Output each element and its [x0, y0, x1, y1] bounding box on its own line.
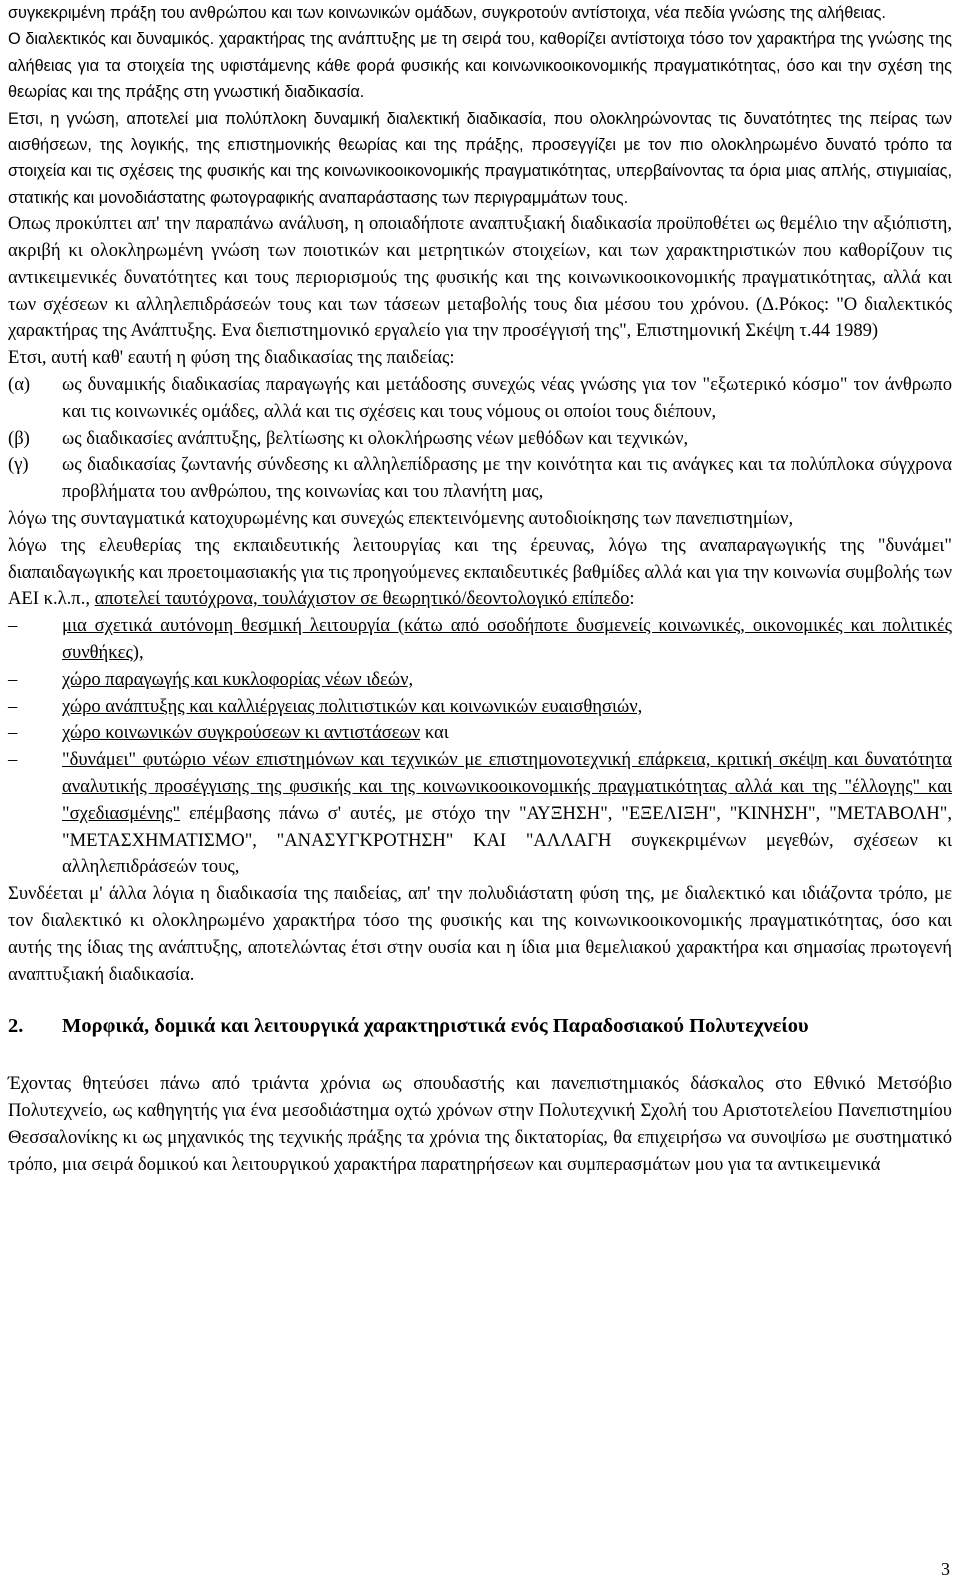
- underlined-run: αποτελεί ταυτόχρονα, τουλάχιστον σε θεωρητικό/δεοντολογικό επίπεδο: [94, 588, 630, 610]
- item-text: [62, 694, 952, 721]
- lettered-item: [8, 452, 952, 506]
- item-marker: (γ): [8, 454, 29, 476]
- text-run: λόγω της ελευθερίας της εκπαιδευτικής λειτουργίας και της έρευνας, λόγω της αναπαραγωγικής της "δυνάμει" διαπαιδαγωγικής και προετοιμασιακής για τις προηγούμενες εκπαιδευτικές βαθμίδες αλλά και για την κοινωνία συμβολής των ΑΕΙ κ.λ.π.,: [8, 534, 952, 610]
- dash-marker: –: [8, 749, 18, 771]
- underlined-run: χώρο ανάπτυξης και καλλιέργειας πολιτιστικών και κοινωνικών ευαισθησιών,: [62, 695, 643, 717]
- dash-marker: –: [8, 722, 18, 744]
- dash-marker: –: [8, 695, 18, 717]
- dash-item: [8, 720, 952, 747]
- section-number: 2.: [8, 1015, 24, 1038]
- item-text: [62, 720, 952, 747]
- dash-item: [8, 613, 952, 667]
- item-text: ως δυναμικής διαδικασίας παραγωγής και μετάδοσης συνεχώς νέας γνώσης για τον "εξωτερικό κόσμο" τον άνθρωπο και τις κοινωνικές ομάδες, αλλά και τις σχέσεις και τους νόμους οι οποίοι τους διέπουν,: [62, 374, 952, 422]
- paragraph: Συνδέεται μ' άλλα λόγια η διαδικασία της παιδείας, απ' την πολυδιάστατη φύση της, με διαλεκτικό και ιδιάζοντα τρόπο, με τον διαλεκτικό κι ολοκληρωμένο χαρακτήρα τόσο της φυσικής και της κοινωνικοοικονομικής πραγματικότητας, όσο και αυτής της ίδιας της ανάπτυξης, αποτελώντας έτσι στην ουσία και η ίδια μια θεμελιακού χαρακτήρα και σημασίας πρωτογενή αναπτυξιακή διαδικασία.: [8, 883, 952, 985]
- dash-marker: –: [8, 615, 18, 637]
- lettered-item: [8, 426, 952, 453]
- paragraph: λόγω της συνταγματικά κατοχυρωμένης και συνεχώς επεκτεινόμενης αυτοδιοίκησης των πανεπιστημίων,: [8, 508, 794, 530]
- dash-marker: –: [8, 668, 18, 690]
- item-text: [62, 747, 952, 881]
- closing-block: [8, 1071, 952, 1178]
- underlined-run: χώρο κοινωνικών συγκρούσεων κι αντιστάσεων: [62, 722, 421, 744]
- text-run: επέμβασης πάνω σ' αυτές, με στόχο την "ΑΥΞΗΣΗ", "ΕΞΕΛΙΞΗ", "ΚΙΝΗΣΗ", "ΜΕΤΑΒΟΛΗ", "ΜΕΤΑΣΧΗΜΑΤΙΣΜΟ", "ΑΝΑΣΥΓΚΡΟΤΗΣΗ" ΚΑΙ "ΑΛΛΑΓΗ συγκεκριμένων μεγεθών, σχέσεων κι αλληλεπιδράσεών τους,: [62, 802, 952, 878]
- item-text: [62, 667, 952, 694]
- underlined-run: "δυνάμει" φυτώριο νέων επιστημόνων και τεχνικών με επιστημονοτεχνική επάρκεια, κριτική σκέψη και δυνατότητα αναλυτικής προσέγγισης της φυσικής και της κοινωνικοοικονομικής πραγματικότητας αλλά και της "έλλογης" και "σχεδιασμένης": [62, 749, 952, 824]
- paragraph: [8, 533, 952, 613]
- dash-item: [8, 747, 952, 881]
- item-text: ως διαδικασίας ζωντανής σύνδεσης κι αλληλεπίδρασης με την κοινότητα και τις ανάγκες και τα πολύπλοκα σύγχρονα προβλήματα του ανθρώπου, της κοινωνίας και του πλανήτη μας,: [62, 454, 952, 503]
- item-marker: (α): [8, 374, 31, 396]
- lettered-item: [8, 372, 952, 426]
- item-text: [62, 613, 952, 667]
- paragraph: Ετσι, η γνώση, αποτελεί μια πολύπλοκη δυναμική διαλεκτική διαδικασία, που ολοκληρώνοντας τις δυνατότητες της πείρας των αισθήσεων, της λογικής, της επιστημονικής θεωρίας και της πράξης, προσεγγίζει με τον πιο ολοκληρωμένο δυνατό τρόπο τα στοιχεία και τις σχέσεις της φυσικής και της κοινωνικοοικονομικής πραγματικότητας, υπερβαίνοντας τα όρια μιας απλής, στιγμιαίας, στατικής και μονοδιάστατης φωτογραφικής αναπαράστασης των περιγραμμάτων τους.: [8, 109, 952, 207]
- item-text: ως διαδικασίες ανάπτυξης, βελτίωσης κι ολοκλήρωσης νέων μεθόδων και τεχνικών,: [62, 427, 689, 449]
- intro-block: [8, 0, 952, 211]
- text-run: και: [420, 722, 449, 744]
- paragraph: Ετσι, αυτή καθ' εαυτή η φύση της διαδικασίας της παιδείας:: [8, 347, 455, 369]
- section-title: Μορφικά, δομικά και λειτουργικά χαρακτηριστικά ενός Παραδοσιακού Πολυτεχνείου: [62, 1015, 809, 1038]
- paragraph: Έχοντας θητεύσει πάνω από τριάντα χρόνια ως σπουδαστής και πανεπιστημιακός δάσκαλος στο Εθνικό Μετσόβιο Πολυτεχνείο, ως καθηγητής για ένα μεσοδιάστημα οχτώ χρόνων στην Πολυτεχνική Σχολή του Αριστοτελείου Πανεπιστημίου Θεσσαλονίκης κι ως μηχανικός της τεχνικής πράξης τα χρόνια της δικτατορίας, θα επιχειρήσω να συνοψίσω με συστηματικό τρόπο, μια σειρά δομικού και λειτουργικού χαρακτήρα παρατηρήσεων και συμπερασμάτων μου για τα αντικειμενικά: [8, 1073, 952, 1175]
- main-block: [8, 211, 952, 988]
- paragraph: Οπως προκύπτει απ' την παραπάνω ανάλυση, η οποιαδήποτε αναπτυξιακή διαδικασία προϋποθέτει ως θεμέλιο την αξιόπιστη, ακριβή κι ολοκληρωμένη γνώση των ποιοτικών και μετρητικών στοιχείων, και των χαρακτηριστικών που καθορίζουν τις αντικειμενικές δυνατότητες και τους περιορισμούς της φυσικής και της κοινωνικοοικονομικής πραγματικότητας, αλλά και των σχέσεων κι αλληλεπιδράσεών τους και των τάσεων μεταβολής τους δια μέσου του χρόνου. (Δ.Ρόκος: "Ο διαλεκτικός χαρακτήρας της Ανάπτυξης. Ενα διεπιστημονικό εργαλείο για την προσέγγισή της", Επιστημονική Σκέψη τ.44 1989): [8, 213, 952, 342]
- paragraph: Ο διαλεκτικός και δυναμικός. χαρακτήρας της ανάπτυξης με τη σειρά του, καθορίζει αντίστοιχα τόσο τον χαρακτήρα της γνώσης της αλήθειας για τα στοιχεία της υφιστάμενης κάθε φορά φυσικής και κοινωνικοοικονομικής πραγματικότητας, όσο και την σχέση της θεωρίας και της πράξης στη γνωστική διαδικασία.: [8, 30, 952, 102]
- document-page: [8, 0, 952, 1179]
- underlined-run: χώρο παραγωγής και κυκλοφορίας νέων ιδεών,: [62, 668, 414, 690]
- paragraph: συγκεκριμένη πράξη του ανθρώπου και των κοινωνικών ομάδων, συγκροτούν αντίστοιχα, νέα πεδία γνώσης της αλήθειας.: [8, 4, 886, 22]
- item-marker: (β): [8, 427, 30, 449]
- page-number: 3: [941, 1559, 950, 1579]
- text-run: :: [629, 588, 635, 610]
- dash-item: [8, 667, 952, 694]
- section-heading: [8, 1012, 952, 1041]
- dash-item: [8, 694, 952, 721]
- underlined-run: μια σχετικά αυτόνομη θεσμική λειτουργία (κάτω από οσοδήποτε δυσμενείς κοινωνικές, οικονομικές και πολιτικές συνθήκες),: [62, 615, 952, 663]
